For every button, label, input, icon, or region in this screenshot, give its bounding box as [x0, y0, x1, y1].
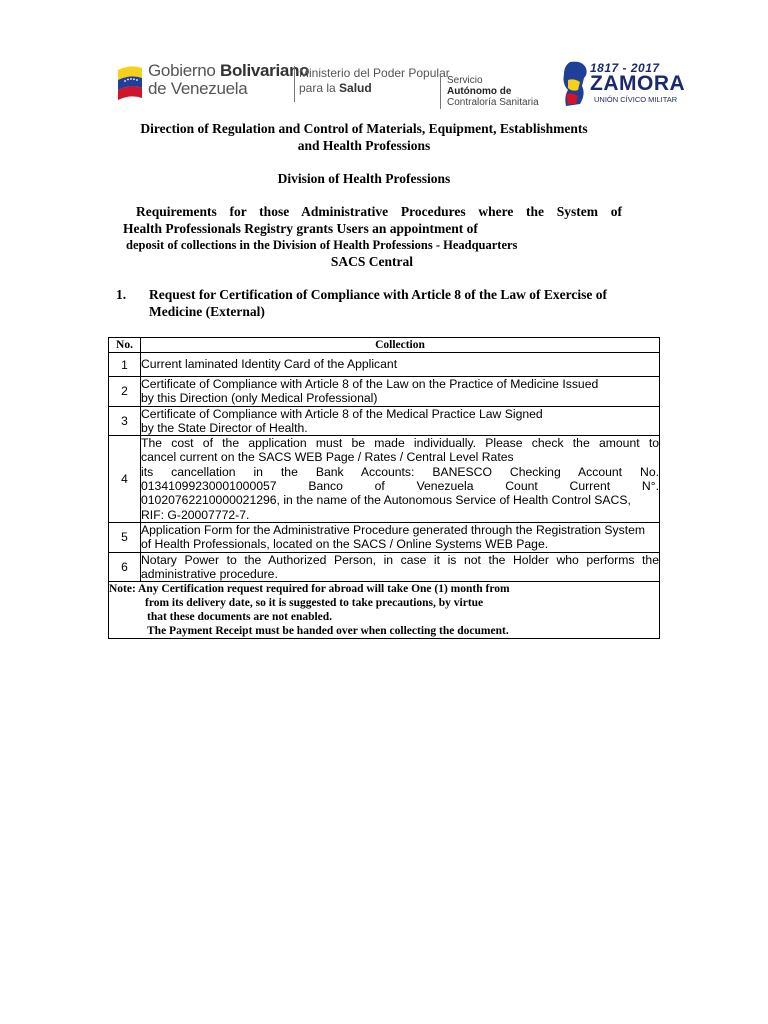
row-collection-line: The cost of the application must be made individually. Please check the amount to [141, 436, 659, 451]
row-collection-line: Application Form for the Administrative Procedure generated through the Registration System [141, 522, 646, 537]
table-header-row [109, 338, 660, 353]
zamora-emblem-icon [560, 60, 592, 108]
table-row [109, 552, 660, 582]
row-collection-line: of Health Professionals, located on the SACS / Online Systems WEB Page. [141, 537, 549, 552]
division-title: Division of Health Professions [277, 171, 451, 186]
table-row [109, 377, 660, 407]
requirements-title [108, 204, 636, 270]
gobierno-text-a: Gobierno [148, 61, 220, 80]
note-cell [109, 582, 660, 639]
note-line: that these documents are not enabled. [147, 611, 333, 624]
row-collection [141, 377, 660, 407]
row-number: 3 [109, 406, 141, 436]
row-collection [141, 552, 660, 582]
row-collection-line: administrative procedure. [141, 566, 278, 581]
row-collection-line: 01341099230001000057 Banco of Venezuela Count Current N°. [141, 479, 659, 494]
row-collection [141, 436, 660, 523]
zamora-subtitle: UNIÓN CÍVICO MILITAR [594, 95, 678, 104]
section-text: Request for Certification of Compliance with Article 8 of the Law of Exercise of Medicine (External) [149, 287, 608, 319]
row-collection-line: by this Direction (only Medical Professional) [141, 391, 378, 406]
row-collection-line: cancel current on the SACS WEB Page / Rates / Central Level Rates [141, 450, 514, 465]
requirements-line2: Health Professionals Registry grants Users an appointment of [123, 220, 478, 236]
row-collection-line: Notary Power to the Authorized Person, in case it is not the Holder who performs the [141, 552, 659, 567]
note-line: from its delivery date, so it is suggested to take precautions, by virtue [145, 597, 484, 610]
table-row [109, 353, 660, 377]
table-row [109, 436, 660, 523]
header-no: No. [109, 338, 141, 353]
row-collection-line: its cancellation in the Bank Accounts: BANESCO Checking Account No. [141, 464, 659, 479]
zamora-logo [560, 58, 686, 110]
venezuela-flag-icon [116, 60, 144, 100]
row-collection-line: RIF: G-20007772-7. [141, 507, 250, 522]
note-line: Note: Any Certification request required for abroad will take One (1) month from [109, 583, 510, 596]
gobierno-logo-text [148, 62, 309, 98]
zamora-years: 1817 - 2017 [590, 61, 660, 75]
note-row [109, 582, 660, 639]
servicio-line1: Servicio [447, 75, 483, 86]
zamora-name: ZAMORA [590, 72, 686, 95]
direction-line1: Direction of Regulation and Control of Materials, Equipment, Establishments [140, 121, 588, 136]
row-collection-line: by the State Director of Health. [141, 420, 308, 435]
row-number: 2 [109, 377, 141, 407]
row-collection-line: Certificate of Compliance with Article 8 of the Medical Practice Law Signed [141, 406, 543, 421]
ministerio-line2b: Salud [339, 81, 372, 95]
requirements-line3: deposit of collections in the Division of Health Professions - Headquarters [126, 238, 518, 252]
page-header [114, 58, 686, 110]
servicio-line3: Contraloría Sanitaria [447, 97, 539, 108]
gobierno-bolivariano-logo [114, 58, 310, 108]
row-collection [141, 522, 660, 552]
requirements-table [108, 337, 660, 639]
gobierno-text-b: Bolivariano [219, 61, 310, 80]
row-number: 6 [109, 552, 141, 582]
row-number: 5 [109, 522, 141, 552]
ministerio-logo [294, 66, 450, 102]
row-collection-line: 01020762210000021296, in the name of the Autonomous Service of Health Control SACS, [141, 493, 631, 508]
row-collection-line: Certificate of Compliance with Article 8 of the Law on the Practice of Medicine Issued [141, 377, 599, 391]
row-collection [141, 406, 660, 436]
row-collection: Current laminated Identity Card of the Applicant [141, 353, 660, 377]
ministerio-line2a: para la [299, 81, 340, 95]
ministerio-line1: Ministerio del Poder Popular [299, 66, 450, 80]
row-number: 1 [109, 353, 141, 377]
header-collection: Collection [141, 338, 660, 353]
servicio-line2: Autónomo de [447, 86, 512, 97]
requirements-line4: SACS Central [330, 253, 414, 269]
direction-line2: and Health Professions [297, 137, 431, 153]
note-line: The Payment Receipt must be handed over when collecting the document. [147, 625, 509, 638]
section-number: 1. [116, 287, 127, 302]
table-row [109, 406, 660, 436]
requirements-line1: Requirements for those Administrative Procedures where the System of [136, 204, 622, 219]
gobierno-text-c: de Venezuela [148, 79, 248, 98]
table-row [109, 522, 660, 552]
servicio-logo [440, 75, 539, 109]
row-number: 4 [109, 436, 141, 523]
direction-title [108, 121, 620, 154]
